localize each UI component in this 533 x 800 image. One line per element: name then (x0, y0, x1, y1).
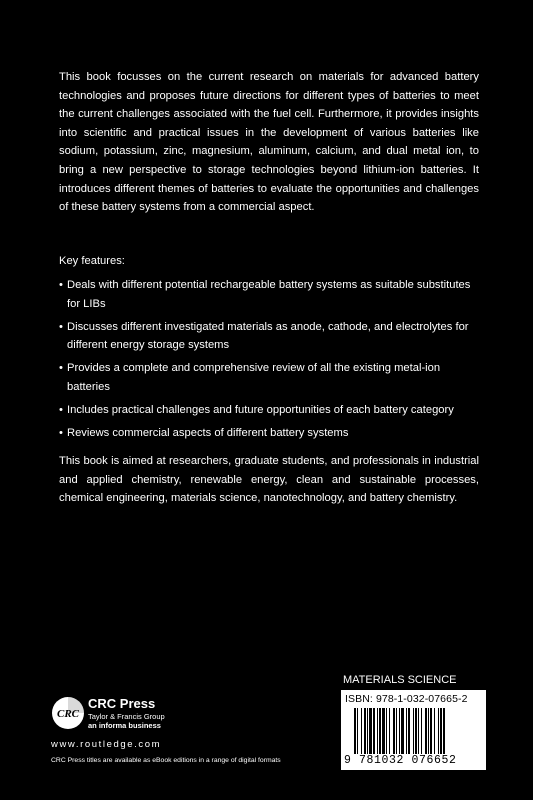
feature-item: • Includes practical challenges and future opportunities of each battery category (59, 401, 483, 420)
subject-category: MATERIALS SCIENCE (343, 674, 457, 686)
crc-press-logo-icon (51, 696, 85, 730)
publisher-group: Taylor & Francis Group (88, 712, 165, 721)
publisher-business: an informa business (88, 721, 161, 730)
barcode-icon (354, 708, 474, 754)
bullet-mark: • (59, 362, 63, 375)
isbn-barcode (341, 690, 486, 770)
feature-item: • Deals with different potential rechargeable battery systems as suitable substitutes for LIBs (59, 276, 483, 313)
barcode-digits: 9 781032 076652 (344, 754, 457, 767)
ebook-note: CRC Press titles are available as eBook editions in a range of digital formats (51, 757, 281, 764)
logo-text: CRC (56, 708, 80, 720)
isbn-number: ISBN: 978-1-032-07665-2 (345, 693, 468, 705)
publisher-website: www.routledge.com (51, 739, 162, 750)
bullet-mark: • (59, 404, 63, 417)
publisher-name: CRC Press (88, 696, 156, 711)
description-paragraph: This book focusses on the current research on materials for advanced battery technologies and proposes future directions for different types of batteries to meet the current challenges associated with the fuel cell. Furthermore, it provides insights into scientific and practical issues in the development of various batteries like sodium, potassium, zinc, magnesium, aluminum, calcium, and dual metal ion, to bring a new perspective to storage technologies beyond lithium-ion batteries. It introduces different themes of batteries to evaluate the opportunities and challenges of these battery systems from a commercial aspect. (59, 71, 479, 214)
features-list (59, 276, 483, 447)
features-heading: Key features: (59, 255, 125, 267)
bullet-mark: • (59, 320, 63, 333)
bullet-mark: • (59, 427, 63, 440)
feature-item: • Reviews commercial aspects of different battery systems (59, 424, 483, 443)
feature-item: • Discusses different investigated materials as anode, cathode, and electrolytes for different energy storage systems (59, 318, 483, 355)
audience-paragraph: This book is aimed at researchers, graduate students, and professionals in industrial and applied chemistry, renewable energy, clean and sustainable processes, chemical engineering, materials science, nanotechnology, and battery chemistry. (59, 455, 479, 505)
bullet-mark: • (59, 279, 63, 291)
feature-item: • Provides a complete and comprehensive review of all the existing metal-ion batteries (59, 359, 483, 396)
